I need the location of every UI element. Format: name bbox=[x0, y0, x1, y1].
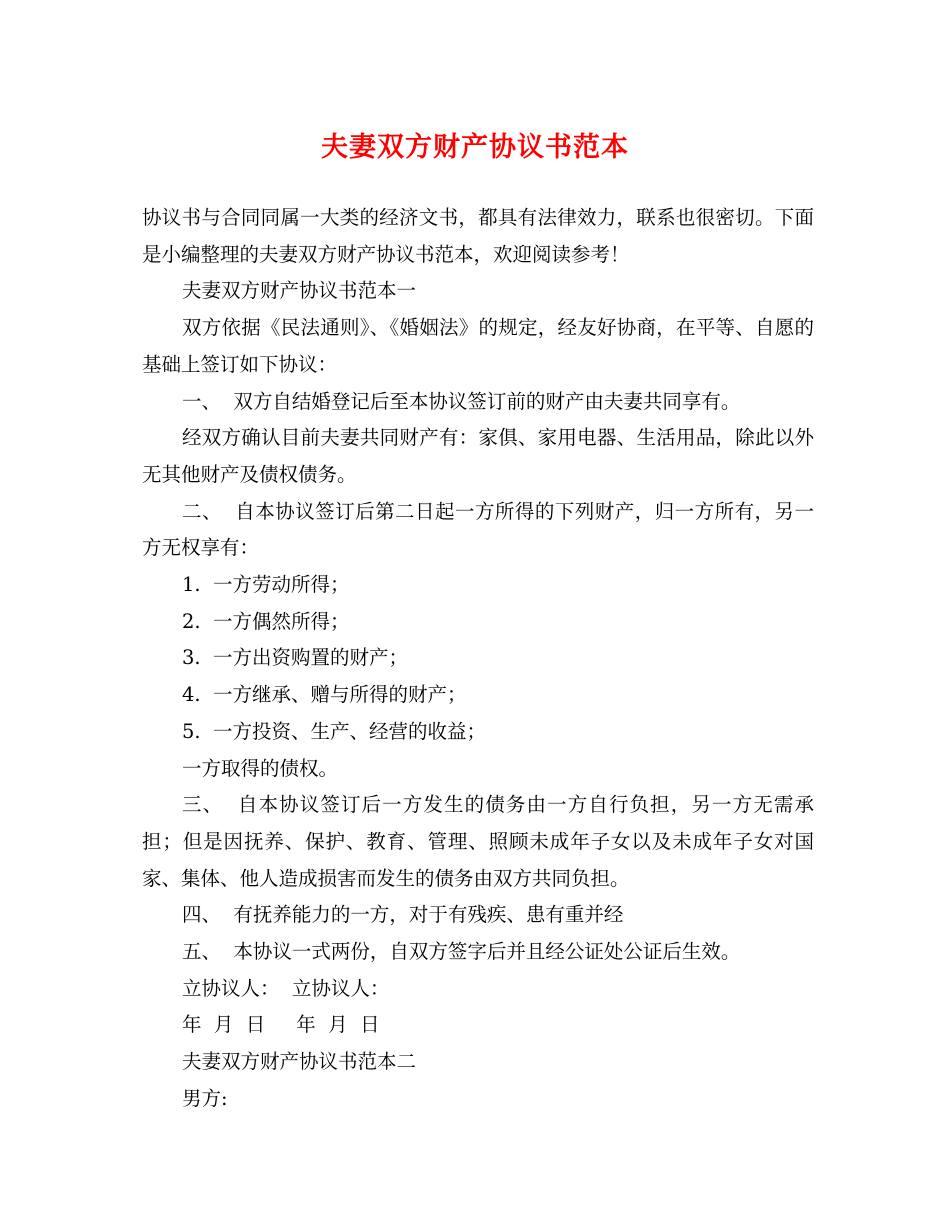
paragraph-clause-4: 四、 有抚养能力的一方，对于有残疾、患有重并经 bbox=[182, 903, 624, 927]
document-body bbox=[142, 200, 814, 1118]
date-line: 年 月 日 年 月 日 bbox=[182, 1013, 380, 1037]
paragraph-clause-2: 二、 自本协议签订后第二日起一方所得的下列财产，归一方所有，另一方无权享有： bbox=[142, 499, 814, 560]
list-item-3: 3. 一方出资购置的财产； bbox=[182, 646, 409, 670]
paragraph-clause-1: 一、 双方自结婚登记后至本协议签订前的财产由夫妻共同享有。 bbox=[182, 389, 741, 413]
list-item-6: 一方取得的债权。 bbox=[182, 756, 339, 780]
paragraph-clause-3: 三、 自本协议签订后一方发生的债务由一方自行负担，另一方无需承担；但是因抚养、保护、教育、管理、照顾未成年子女以及未成年子女对国家、集体、他人造成损害而发生的债务由双方共同负担。 bbox=[142, 793, 814, 890]
paragraph-clause-5: 五、 本协议一式两份，自双方签字后并且经公证处公证后生效。 bbox=[182, 940, 741, 964]
list-item-5: 5. 一方投资、生产、经营的收益； bbox=[182, 719, 487, 743]
list-item-4: 4. 一方继承、赠与所得的财产； bbox=[182, 683, 467, 707]
paragraph-male-party: 男方: bbox=[182, 1086, 228, 1110]
signature-line: 立协议人： 立协议人： bbox=[182, 976, 390, 1000]
paragraph-preamble: 双方依据《民法通则》、《婚姻法》的规定，经友好协商，在平等、自愿的基础上签订如下协议： bbox=[142, 316, 814, 376]
paragraph-sample-two-heading: 夫妻双方财产协议书范本二 bbox=[182, 1050, 417, 1074]
list-item-2: 2. 一方偶然所得； bbox=[182, 609, 350, 633]
document-title: 夫妻双方财产协议书范本 bbox=[321, 132, 629, 163]
paragraph-sample-one-heading: 夫妻双方财产协议书范本一 bbox=[182, 279, 417, 303]
paragraph-intro: 协议书与合同同属一大类的经济文书，都具有法律效力，联系也很密切。下面是小编整理的夫妻双方财产协议书范本，欢迎阅读参考！ bbox=[142, 206, 814, 266]
paragraph-joint-property: 经双方确认目前夫妻共同财产有：家俱、家用电器、生活用品，除此以外无其他财产及债权债务。 bbox=[142, 426, 814, 486]
list-item-1: 1. 一方劳动所得； bbox=[182, 573, 350, 597]
